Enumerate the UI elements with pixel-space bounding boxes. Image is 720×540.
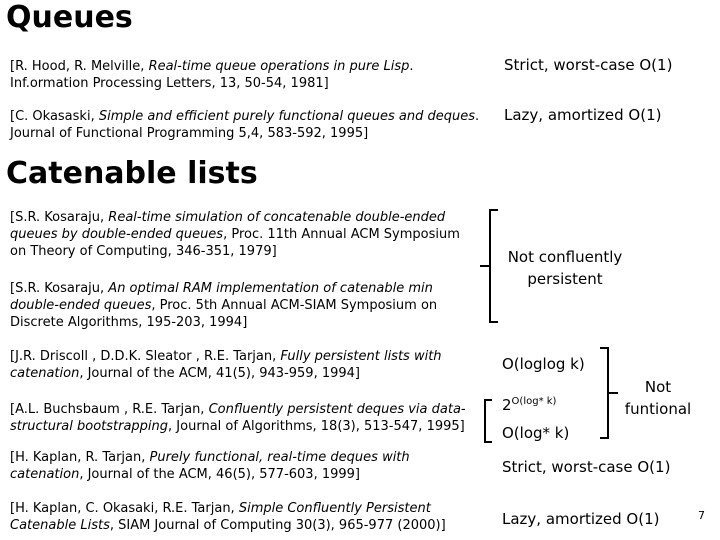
group-note-not-functional: Not funtional xyxy=(624,378,692,418)
reference-kaplan-okasaki-tarjan: [H. Kaplan, C. Okasaki, R.E. Tarjan, Simple Confluently Persistent Catenable Lists, SIAM Journal of Computing 30(3), 965-977 (2000)] xyxy=(10,501,446,533)
result-hood-melville: Strict, worst-case O(1) xyxy=(504,56,673,74)
result-buchsbaum-tarjan-log-star: O(log* k) xyxy=(502,424,570,442)
bracket-path xyxy=(480,210,498,322)
page-number: 7 xyxy=(698,509,705,522)
reference-kosaraju-1979: [S.R. Kosaraju, Real-time simulation of concatenable double-ended queues by double-ended queues, Proc. 11th Annual ACM Symposium on Theory of Computing, 346-351, 1979] xyxy=(10,210,460,259)
reference-kosaraju-1994: [S.R. Kosaraju, An optimal RAM implementation of catenable min double-ended queues, Proc. 5th Annual ACM-SIAM Symposium on Discrete Algorithms, 195-203, 1994] xyxy=(10,281,438,330)
result-kaplan-okasaki-tarjan: Lazy, amortized O(1) xyxy=(502,510,660,528)
reference-okasaki-queues: [C. Okasaski, Simple and efficient purely functional queues and deques. Journal of Functional Programming 5,4, 583-592, 1995] xyxy=(10,109,480,141)
section-title-queues: Queues xyxy=(6,0,133,35)
kosaraju-group-bracket xyxy=(476,208,502,324)
reference-kaplan-tarjan: [H. Kaplan, R. Tarjan, Purely functional, real-time deques with catenation, Journal of the ACM, 46(5), 577-603, 1999] xyxy=(10,450,410,482)
section-title-catenable-lists: Catenable lists xyxy=(6,156,258,191)
not-functional-group-bracket xyxy=(596,346,622,440)
buchsbaum-left-bracket xyxy=(480,398,496,444)
result-kaplan-tarjan: Strict, worst-case O(1) xyxy=(502,458,671,476)
group-note-not-confluently-persistent: Not confluently persistent xyxy=(507,248,623,288)
result-buchsbaum-tarjan-exponential: $2^{O(log* k)}$ xyxy=(502,396,557,414)
reference-driscoll-sleator-tarjan: [J.R. Driscoll , D.D.K. Sleator , R.E. Tarjan, Fully persistent lists with catenation, Journal of the ACM, 41(5), 943-959, 1994] xyxy=(10,349,442,381)
result-driscoll-sleator-tarjan: O(loglog k) xyxy=(502,355,585,373)
bracket-path xyxy=(485,400,492,442)
reference-buchsbaum-tarjan: [A.L. Buchsbaum , R.E. Tarjan, Confluently persistent deques via data-structural bootstrapping, Journal of Algorithms, 18(3), 513-547, 1995] xyxy=(10,402,466,434)
bracket-path xyxy=(600,348,618,438)
result-okasaki-queues: Lazy, amortized O(1) xyxy=(504,106,662,124)
reference-hood-melville: [R. Hood, R. Melville, Real-time queue operations in pure Lisp. Inf.ormation Processing Letters, 13, 50-54, 1981] xyxy=(10,59,414,91)
